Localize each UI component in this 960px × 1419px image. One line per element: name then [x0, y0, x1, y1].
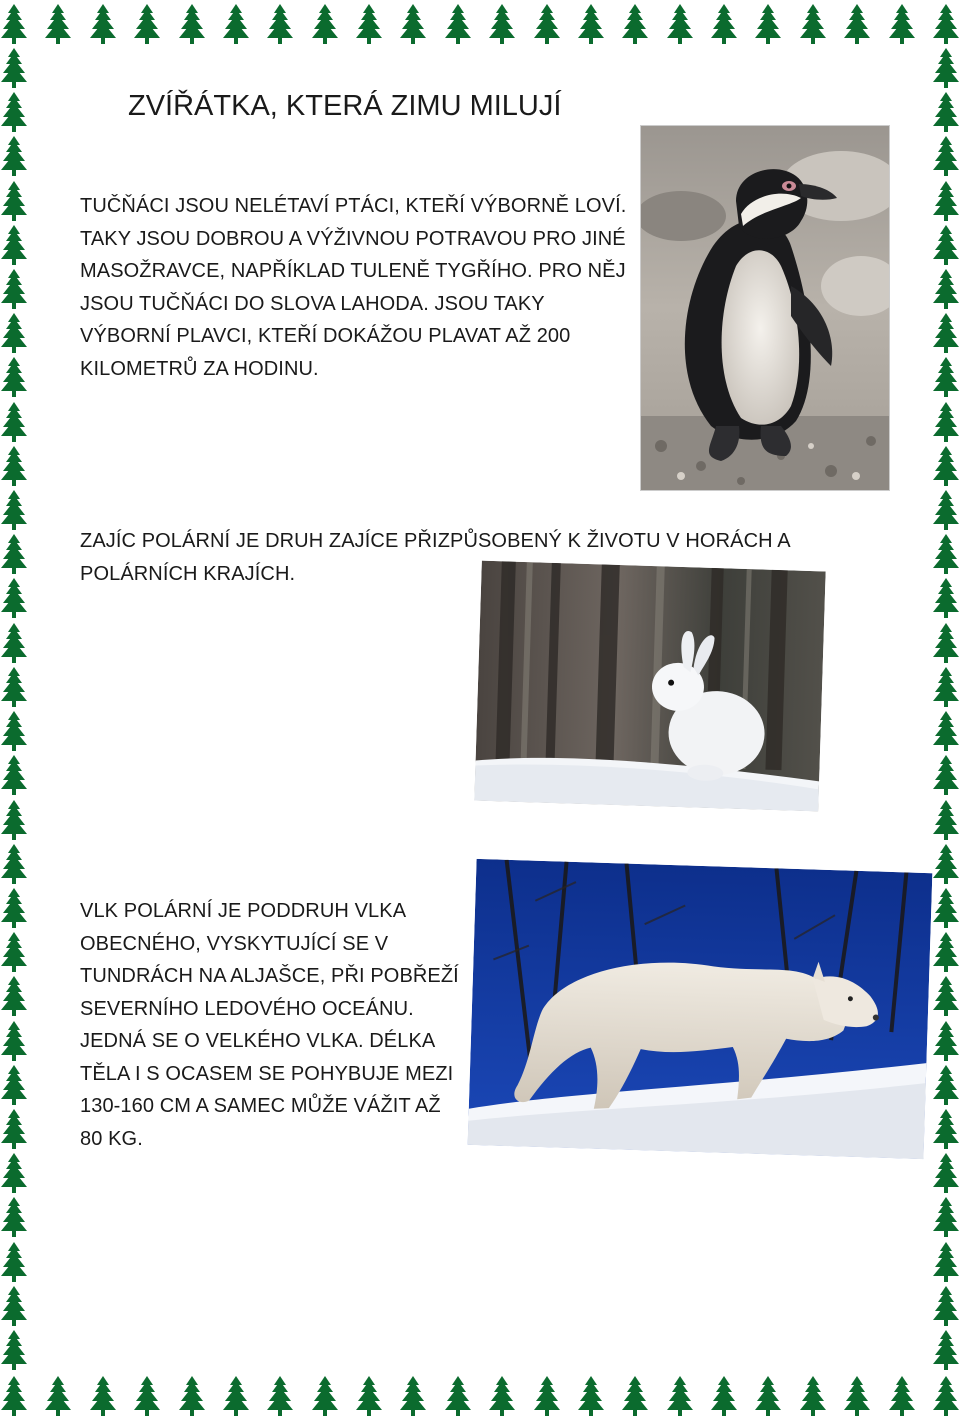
tree-border-bottom — [0, 1372, 960, 1418]
pine-tree-icon — [445, 4, 471, 44]
pine-tree-icon — [933, 225, 959, 265]
pine-tree-icon — [933, 1109, 959, 1149]
pine-tree-icon — [267, 1376, 293, 1416]
page-title: ZVÍŘÁTKA, KTERÁ ZIMU MILUJÍ — [128, 90, 562, 122]
pine-tree-icon — [45, 1376, 71, 1416]
pine-tree-icon — [933, 490, 959, 530]
pine-tree-icon — [933, 313, 959, 353]
pine-tree-icon — [1, 313, 27, 353]
pine-tree-icon — [933, 932, 959, 972]
pine-tree-icon — [933, 1153, 959, 1193]
pine-tree-icon — [1, 181, 27, 221]
pine-tree-icon — [933, 578, 959, 618]
pine-tree-icon — [933, 269, 959, 309]
pine-tree-icon — [1, 534, 27, 574]
pine-tree-icon — [134, 1376, 160, 1416]
pine-tree-icon — [933, 1376, 959, 1416]
pine-tree-icon — [1, 136, 27, 176]
pine-tree-icon — [312, 1376, 338, 1416]
pine-tree-icon — [889, 1376, 915, 1416]
pine-tree-icon — [711, 1376, 737, 1416]
tree-border-right — [932, 46, 960, 1372]
pine-tree-icon — [312, 4, 338, 44]
wolf-paragraph: VLK POLÁRNÍ JE PODDRUH VLKA OBECNÉHO, VYSKYTUJÍCÍ SE V TUNDRÁCH NA ALJAŠCE, PŘI POBŘEŽÍ SEVERNÍHO LEDOVÉHO OCEÁNU. JEDNÁ SE O VELKÉHO VLKA. DÉLKA TĚLA I S OCASEM SE POHYBUJE MEZI 130-160 CM A SAMEC MŮŽE VÁŽIT AŽ 80 KG. — [80, 900, 459, 1150]
pine-tree-icon — [1, 932, 27, 972]
pine-tree-icon — [933, 1197, 959, 1237]
arctic-wolf-photo — [468, 859, 933, 1159]
pine-tree-icon — [1, 711, 27, 751]
pine-tree-icon — [90, 1376, 116, 1416]
pine-tree-icon — [578, 1376, 604, 1416]
pine-tree-icon — [933, 92, 959, 132]
pine-tree-icon — [1, 446, 27, 486]
arctic-hare-photo — [474, 561, 825, 812]
penguin-photo — [641, 126, 889, 490]
pine-tree-icon — [933, 888, 959, 928]
pine-tree-icon — [933, 1286, 959, 1326]
pine-tree-icon — [45, 4, 71, 44]
pine-tree-icon — [933, 755, 959, 795]
pine-tree-icon — [1, 225, 27, 265]
pine-tree-icon — [1, 4, 27, 44]
pine-tree-icon — [1, 92, 27, 132]
pine-tree-icon — [1, 1153, 27, 1193]
pine-tree-icon — [1, 269, 27, 309]
pine-tree-icon — [933, 1242, 959, 1282]
pine-tree-icon — [534, 1376, 560, 1416]
pine-tree-icon — [1, 1242, 27, 1282]
pine-tree-icon — [933, 402, 959, 442]
pine-tree-icon — [800, 4, 826, 44]
pine-tree-icon — [90, 4, 116, 44]
pine-tree-icon — [223, 4, 249, 44]
pine-tree-icon — [179, 4, 205, 44]
pine-tree-icon — [1, 667, 27, 707]
tree-border-top — [0, 0, 960, 46]
pine-tree-icon — [933, 181, 959, 221]
pine-tree-icon — [1, 755, 27, 795]
pine-tree-icon — [1, 623, 27, 663]
pine-tree-icon — [667, 1376, 693, 1416]
pine-tree-icon — [267, 4, 293, 44]
pine-tree-icon — [1, 1065, 27, 1105]
pine-tree-icon — [844, 1376, 870, 1416]
pine-tree-icon — [933, 667, 959, 707]
pine-tree-icon — [800, 1376, 826, 1416]
pine-tree-icon — [933, 1065, 959, 1105]
pine-tree-icon — [933, 534, 959, 574]
pine-tree-icon — [1, 1330, 27, 1370]
pine-tree-icon — [1, 844, 27, 884]
tree-border-left — [0, 46, 28, 1372]
pine-tree-icon — [933, 976, 959, 1016]
pine-tree-icon — [933, 446, 959, 486]
pine-tree-icon — [578, 4, 604, 44]
pine-tree-icon — [400, 4, 426, 44]
pine-tree-icon — [622, 4, 648, 44]
pine-tree-icon — [711, 4, 737, 44]
pine-tree-icon — [1, 1376, 27, 1416]
pine-tree-icon — [1, 976, 27, 1016]
hare-paragraph: ZAJÍC POLÁRNÍ JE DRUH ZAJÍCE PŘIZPŮSOBENÝ K ŽIVOTU V HORÁCH A POLÁRNÍCH KRAJÍCH. — [80, 530, 790, 585]
pine-tree-icon — [400, 1376, 426, 1416]
pine-tree-icon — [1, 1109, 27, 1149]
pine-tree-icon — [223, 1376, 249, 1416]
pine-tree-icon — [933, 357, 959, 397]
pine-tree-icon — [1, 1197, 27, 1237]
pine-tree-icon — [489, 4, 515, 44]
pine-tree-icon — [889, 4, 915, 44]
pine-tree-icon — [356, 1376, 382, 1416]
pine-tree-icon — [933, 1021, 959, 1061]
pine-tree-icon — [1, 1021, 27, 1061]
pine-tree-icon — [1, 888, 27, 928]
pine-tree-icon — [489, 1376, 515, 1416]
pine-tree-icon — [933, 844, 959, 884]
pine-tree-icon — [933, 48, 959, 88]
pine-tree-icon — [667, 4, 693, 44]
pine-tree-icon — [1, 402, 27, 442]
pine-tree-icon — [933, 800, 959, 840]
pine-tree-icon — [1, 490, 27, 530]
pine-tree-icon — [179, 1376, 205, 1416]
pine-tree-icon — [755, 4, 781, 44]
pine-tree-icon — [1, 800, 27, 840]
pine-tree-icon — [1, 48, 27, 88]
pine-tree-icon — [1, 357, 27, 397]
pine-tree-icon — [933, 1330, 959, 1370]
pine-tree-icon — [356, 4, 382, 44]
pine-tree-icon — [933, 711, 959, 751]
penguin-paragraph: TUČŇÁCI JSOU NELÉTAVÍ PTÁCI, KTEŘÍ VÝBORNĚ LOVÍ. TAKY JSOU DOBROU A VÝŽIVNOU POTRAVOU PRO JINÉ MASOŽRAVCE, NAPŘÍKLAD TULENĚ TYGŘÍHO. PRO NĚJ JSOU TUČŇÁCI DO SLOVA LAHODA. JSOU TAKY VÝBORNÍ PLAVCI, KTEŘÍ DOKÁŽOU PLAVAT AŽ 200 KILOMETRŮ ZA HODINU. — [80, 195, 627, 380]
pine-tree-icon — [844, 4, 870, 44]
pine-tree-icon — [534, 4, 560, 44]
pine-tree-icon — [445, 1376, 471, 1416]
pine-tree-icon — [134, 4, 160, 44]
pine-tree-icon — [1, 1286, 27, 1326]
pine-tree-icon — [622, 1376, 648, 1416]
pine-tree-icon — [933, 623, 959, 663]
pine-tree-icon — [933, 136, 959, 176]
pine-tree-icon — [755, 1376, 781, 1416]
pine-tree-icon — [1, 578, 27, 618]
pine-tree-icon — [933, 4, 959, 44]
